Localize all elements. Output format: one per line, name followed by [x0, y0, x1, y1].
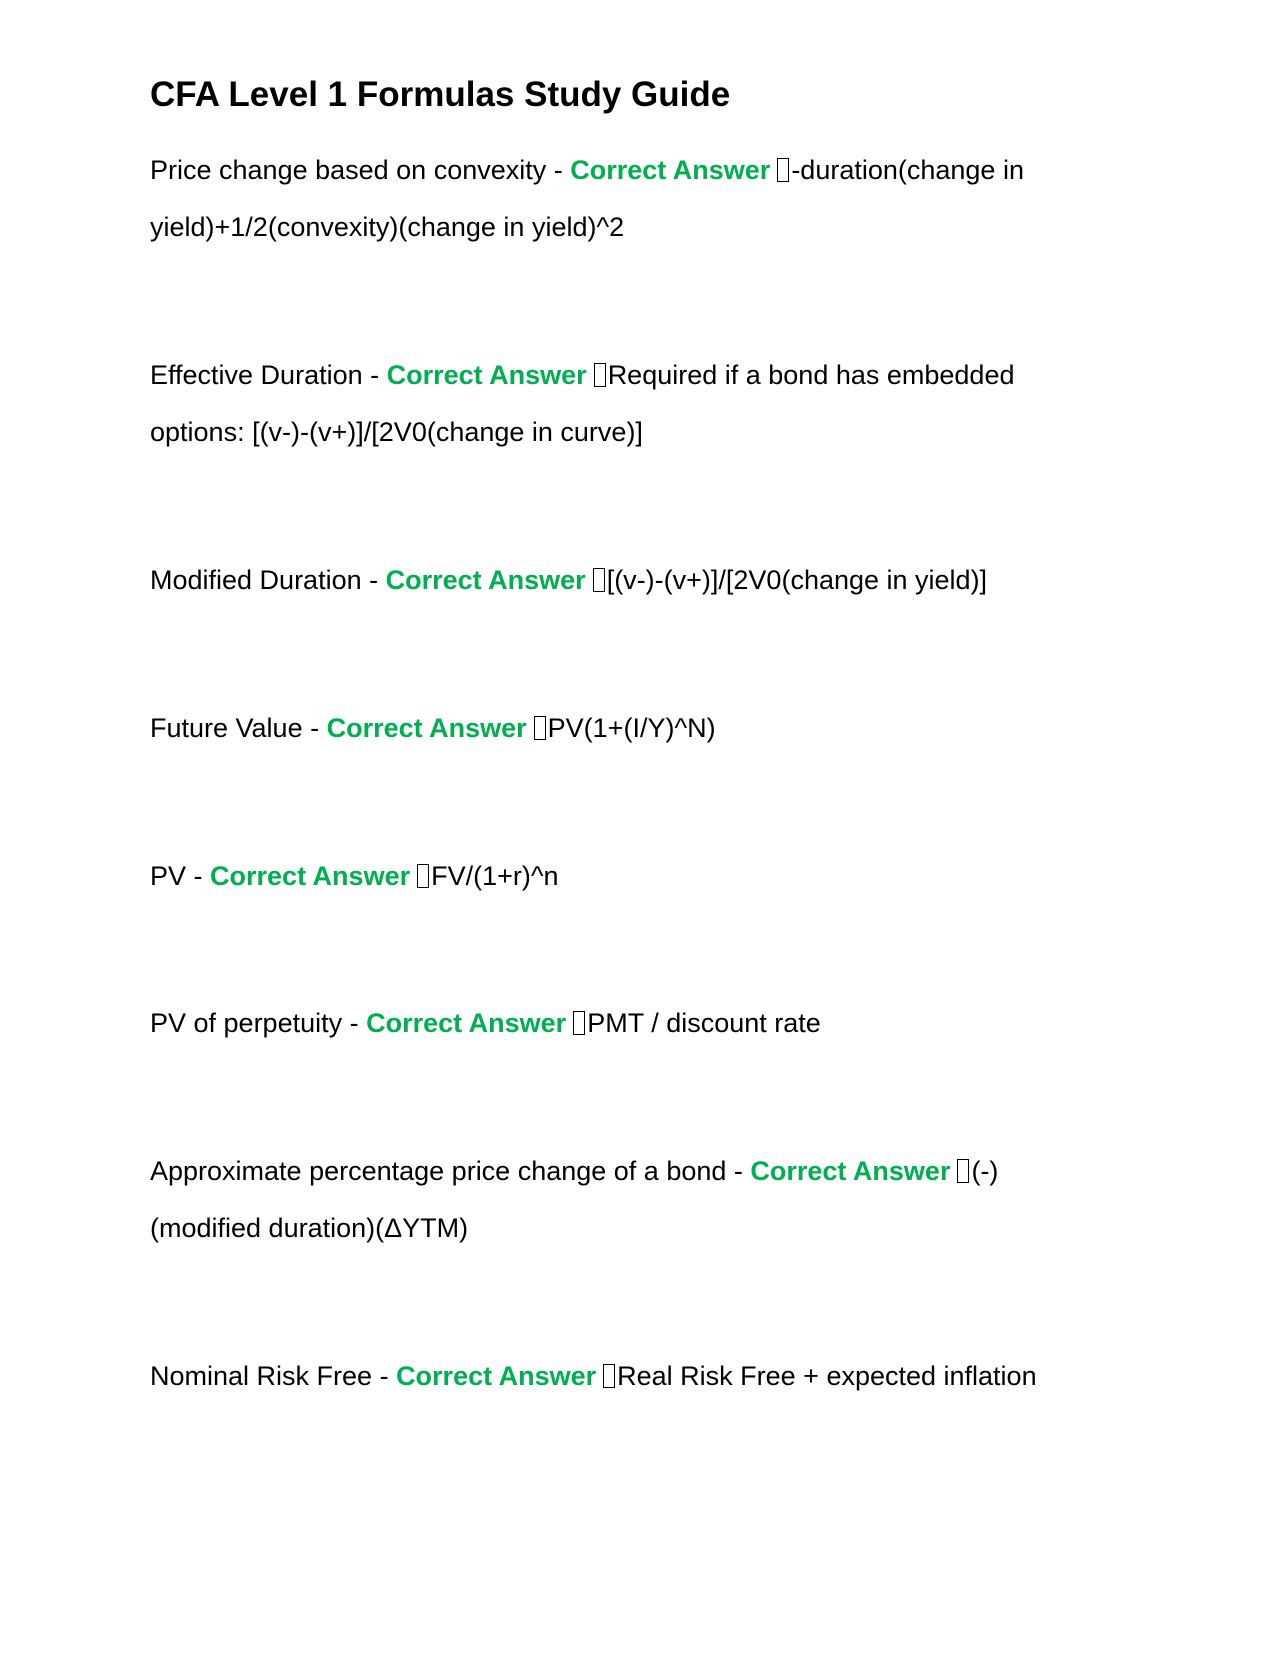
- correct-answer-label: Correct Answer: [396, 1361, 597, 1391]
- entry-term: Effective Duration: [150, 360, 363, 390]
- missing-glyph-icon: [603, 1364, 615, 1388]
- entry-separator: -: [361, 565, 386, 595]
- flashcard-entry: [150, 347, 1080, 461]
- flashcard-entry: [150, 700, 1080, 757]
- correct-answer-label: Correct Answer: [570, 155, 771, 185]
- entry-answer: FV/(1+r)^n: [431, 861, 559, 891]
- entry-answer: (-)(modified duration)(ΔYTM): [150, 1156, 999, 1243]
- entry-answer: PMT / discount rate: [587, 1008, 821, 1038]
- correct-answer-label: Correct Answer: [385, 565, 586, 595]
- entry-separator: -: [726, 1156, 751, 1186]
- document-title: CFA Level 1 Formulas Study Guide: [150, 75, 731, 114]
- flashcard-entry: [150, 1143, 1080, 1257]
- entry-term: Future Value: [150, 713, 303, 743]
- entry-answer: PV(1+(I/Y)^N): [547, 713, 716, 743]
- missing-glyph-icon: [417, 864, 429, 888]
- entry-answer: Real Risk Free + expected inflation: [617, 1361, 1037, 1391]
- correct-answer-label: Correct Answer: [326, 713, 527, 743]
- entry-term: Price change based on convexity: [150, 155, 547, 185]
- entry-separator: -: [372, 1361, 397, 1391]
- flashcard-entry: [150, 142, 1080, 256]
- correct-answer-label: Correct Answer: [366, 1008, 567, 1038]
- entry-answer: -duration(change in yield)+1/2(convexity)(change in yield)^2: [150, 155, 1024, 242]
- missing-glyph-icon: [573, 1011, 585, 1035]
- entry-term: Modified Duration: [150, 565, 362, 595]
- correct-answer-label: Correct Answer: [210, 861, 411, 891]
- entry-term: PV of perpetuity: [150, 1008, 343, 1038]
- correct-answer-label: Correct Answer: [386, 360, 587, 390]
- flashcard-entry: [150, 552, 1080, 609]
- entry-term: PV: [150, 861, 187, 891]
- entry-answer: [(v-)-(v+)]/[2V0(change in yield)]: [606, 565, 988, 595]
- missing-glyph-icon: [594, 363, 606, 387]
- missing-glyph-icon: [777, 158, 789, 182]
- missing-glyph-icon: [957, 1159, 969, 1183]
- entry-separator: -: [342, 1008, 367, 1038]
- entry-separator: -: [362, 360, 387, 390]
- entry-separator: -: [186, 861, 211, 891]
- entry-separator: -: [546, 155, 571, 185]
- entry-term: Approximate percentage price change of a bond: [150, 1156, 727, 1186]
- entry-separator: -: [302, 713, 327, 743]
- missing-glyph-icon: [593, 568, 605, 592]
- flashcard-entry: [150, 848, 1080, 905]
- missing-glyph-icon: [534, 716, 546, 740]
- flashcard-entry: [150, 995, 1080, 1052]
- correct-answer-label: Correct Answer: [750, 1156, 951, 1186]
- entry-term: Nominal Risk Free: [150, 1361, 373, 1391]
- flashcard-entry: [150, 1348, 1080, 1405]
- entry-answer: Required if a bond has embedded options: [(v-)-(v+)]/[2V0(change in curve)]: [150, 360, 1015, 447]
